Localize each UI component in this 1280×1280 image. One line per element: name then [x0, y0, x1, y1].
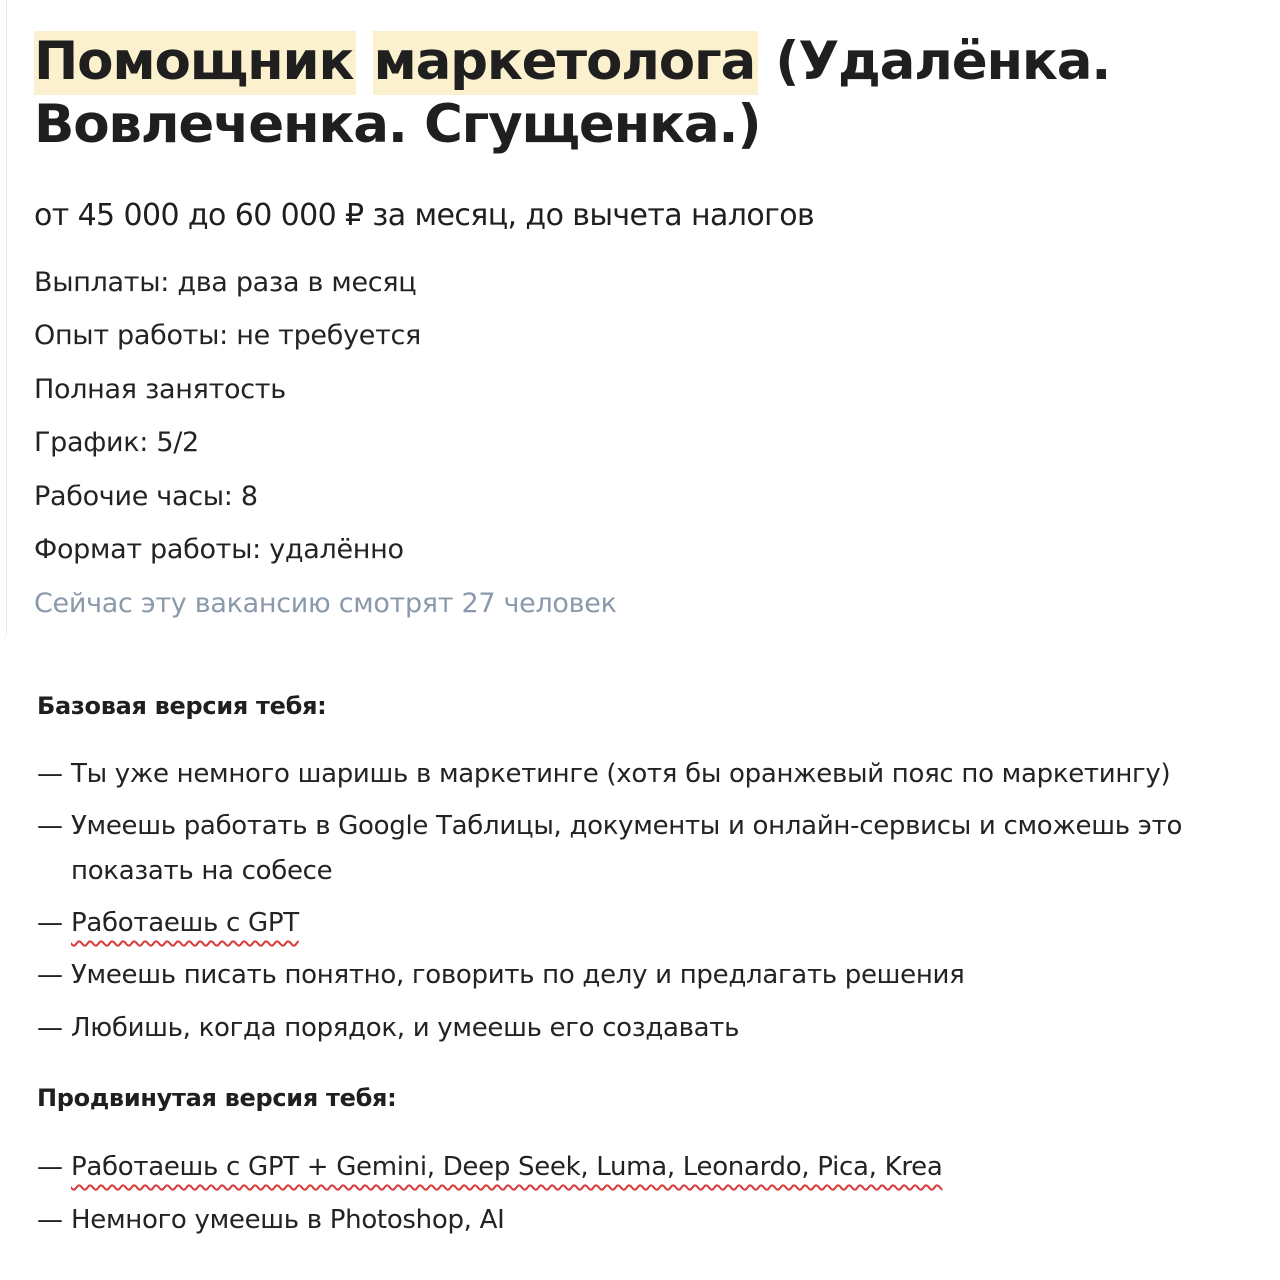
- list-item: [37, 1145, 1257, 1190]
- title-highlight-1: Помощник: [34, 31, 356, 95]
- list-item-text-underlined: Работаешь с GPT + Gemini, Deep Seek, Luma, Leonardo, Pica, Krea: [71, 1152, 943, 1182]
- dash-marker: —: [37, 759, 63, 789]
- dash-marker: —: [37, 1205, 63, 1235]
- title-rest: (Удалёнка. Вовлеченка. Сгущенка.): [34, 31, 1111, 155]
- list-item: [37, 953, 1257, 998]
- list-item: [37, 1006, 1257, 1051]
- advanced-section-heading: Продвинутая версия тебя:: [37, 1084, 397, 1112]
- dash-marker: —: [37, 1152, 63, 1182]
- viewers-count: Сейчас эту вакансию смотрят 27 человек: [34, 588, 617, 619]
- list-item: [37, 901, 1257, 946]
- list-item-text-underlined: Работаешь с GPT: [71, 908, 299, 938]
- list-item-text: Умеешь писать понятно, говорить по делу и предлагать решения: [71, 960, 965, 990]
- dash-marker: —: [37, 908, 63, 938]
- hours-info: Рабочие часы: 8: [34, 481, 258, 512]
- card-border: [0, 0, 7, 640]
- dash-marker: —: [37, 1013, 63, 1043]
- schedule-info: График: 5/2: [34, 427, 199, 458]
- list-item: [37, 804, 1257, 894]
- payments-info: Выплаты: два раза в месяц: [34, 267, 417, 298]
- employment-info: Полная занятость: [34, 374, 286, 405]
- dash-marker: —: [37, 960, 63, 990]
- salary-range: от 45 000 до 60 000 ₽ за месяц, до вычета налогов: [34, 198, 815, 233]
- basic-section-heading: Базовая версия тебя:: [37, 692, 327, 720]
- list-item: [37, 752, 1257, 797]
- list-item: [37, 1198, 1257, 1243]
- list-item-text: Ты уже немного шаришь в маркетинге (хотя бы оранжевый пояс по маркетингу): [71, 759, 1171, 789]
- work-format-info: Формат работы: удалённо: [34, 534, 404, 565]
- list-item-text: Любишь, когда порядок, и умеешь его создавать: [71, 1013, 740, 1043]
- dash-marker: —: [37, 811, 63, 841]
- title-highlight-2: маркетолога: [373, 31, 758, 95]
- list-item-text: Умеешь работать в Google Таблицы, документы и онлайн-сервисы и сможешь это показать на собесе: [71, 811, 1183, 886]
- job-title: [34, 30, 1254, 156]
- experience-info: Опыт работы: не требуется: [34, 320, 421, 351]
- list-item-text: Немного умеешь в Photoshop, AI: [71, 1205, 505, 1235]
